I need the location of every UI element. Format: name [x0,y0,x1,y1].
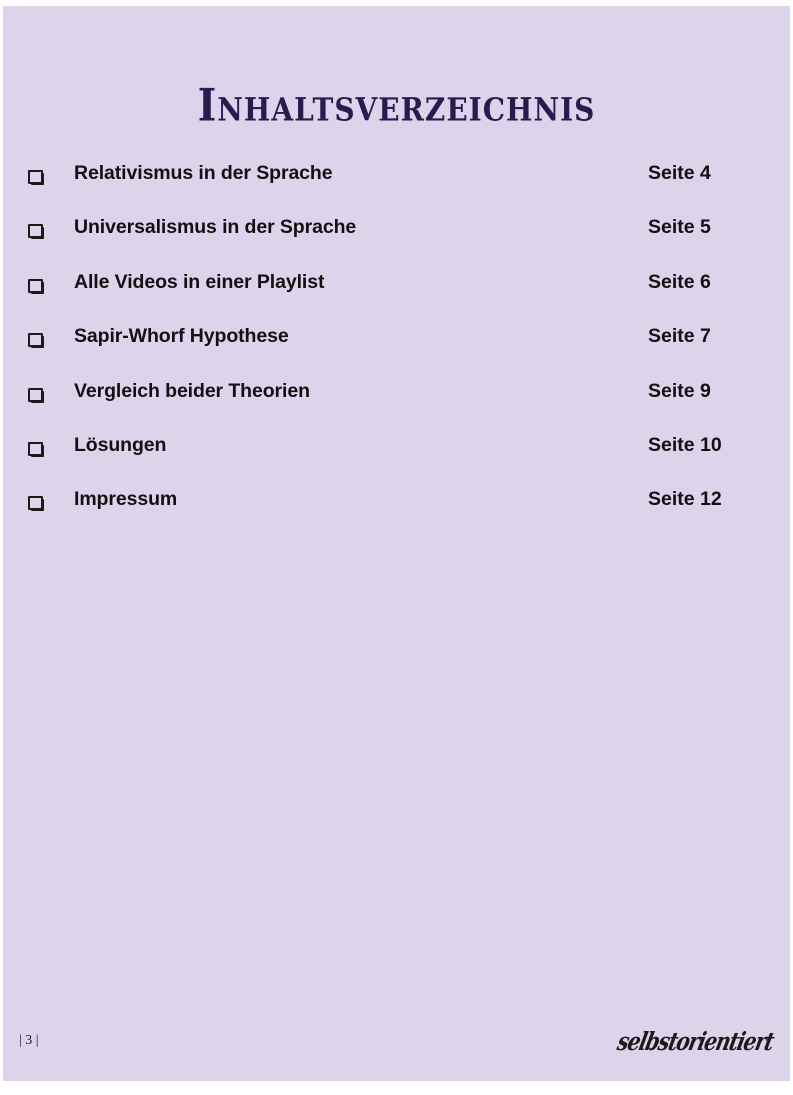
checkbox-icon[interactable] [28,388,43,402]
list-item[interactable] [3,216,790,270]
list-item[interactable] [3,380,790,434]
checkbox-icon[interactable] [28,170,43,184]
toc-entry-page: Seite 7 [648,325,711,348]
page-title: Inhaltsverzeichnis [197,79,596,132]
toc-entry-page: Seite 5 [648,216,711,239]
toc-entry-label: Universalismus in der Sprache [74,216,357,239]
toc-entry-page: Seite 4 [648,162,711,184]
toc-entry-label: Vergleich beider Theorien [74,379,310,402]
toc-entry-page: Seite 12 [648,488,722,511]
list-item[interactable] [3,434,790,488]
list-item[interactable] [3,488,790,542]
toc-entry-page: Seite 6 [648,270,711,293]
list-item[interactable] [3,162,790,216]
list-item[interactable] [3,271,790,325]
toc-entry-page: Seite 9 [648,379,711,402]
checkbox-icon[interactable] [28,333,43,347]
toc-entry-label: Impressum [74,488,178,511]
toc-entry-label: Relativismus in der Sprache [74,162,333,184]
page-number: | 3 | [19,1033,39,1048]
list-item[interactable] [3,325,790,379]
checkbox-icon[interactable] [28,442,43,456]
toc-entry-label: Lösungen [74,433,167,456]
toc-entry-page: Seite 10 [648,433,722,456]
brand-logo: selbstorientiert [614,1026,777,1056]
toc-entry-label: Sapir-Whorf Hypothese [74,325,289,348]
table-of-contents [3,162,790,543]
toc-entry-label: Alle Videos in einer Playlist [74,270,325,293]
checkbox-icon[interactable] [28,279,43,293]
checkbox-icon[interactable] [28,224,43,238]
checkbox-icon[interactable] [28,496,43,510]
